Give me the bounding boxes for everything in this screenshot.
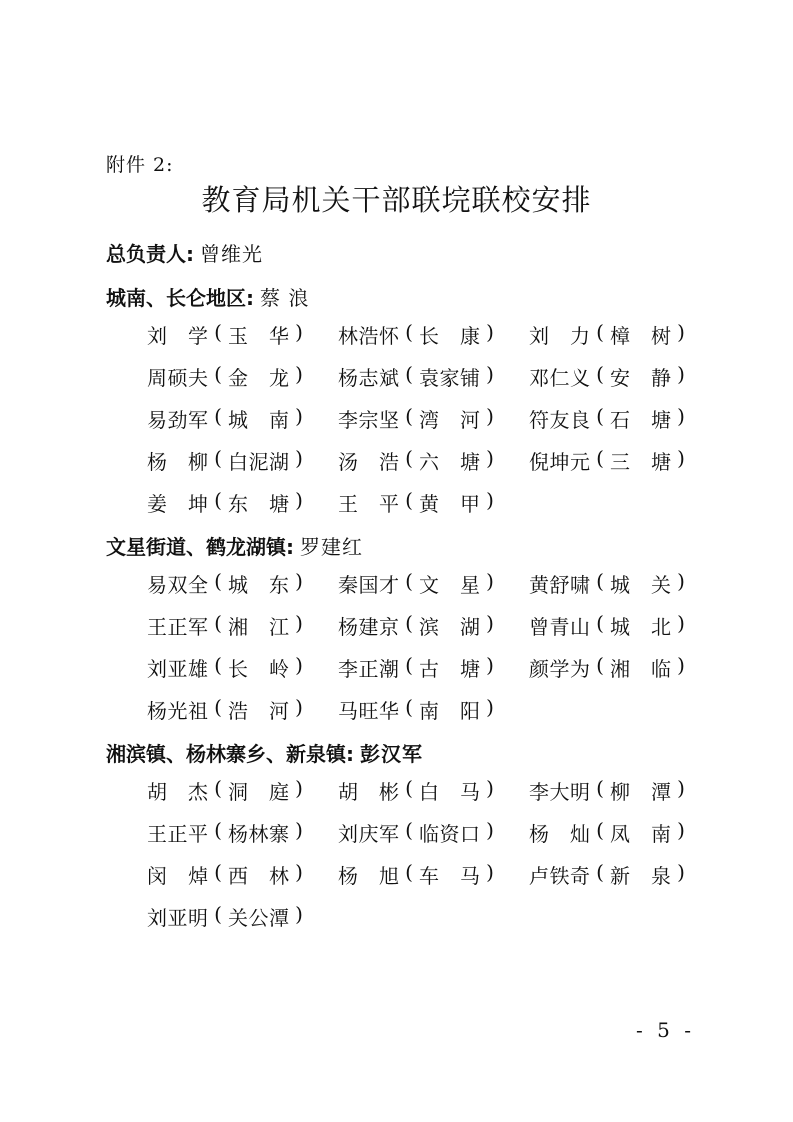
section-heading bbox=[106, 282, 309, 311]
assignment-entry bbox=[338, 446, 529, 475]
open-paren: ( bbox=[214, 694, 222, 719]
section-leader: 彭汉军 bbox=[360, 742, 423, 766]
school-name: 柳 潭 bbox=[610, 779, 671, 804]
school-name: 文 星 bbox=[419, 572, 480, 597]
assignment-entry bbox=[529, 446, 692, 475]
close-paren: ) bbox=[295, 361, 303, 386]
close-paren: ) bbox=[486, 652, 494, 677]
staff-name: 王 正 军 bbox=[147, 614, 208, 639]
school-name: 古 塘 bbox=[419, 656, 480, 681]
school-name: 西 林 bbox=[228, 863, 289, 888]
close-paren: ) bbox=[295, 817, 303, 842]
staff-name: 王 正 平 bbox=[147, 821, 208, 846]
assignment-entry bbox=[338, 404, 529, 433]
close-paren: ) bbox=[486, 859, 494, 884]
school-name: 六 塘 bbox=[419, 449, 480, 474]
open-paren: ( bbox=[214, 568, 222, 593]
close-paren: ) bbox=[677, 652, 685, 677]
close-paren: ) bbox=[295, 319, 303, 344]
open-paren: ( bbox=[405, 361, 413, 386]
staff-name: 杨 光 祖 bbox=[147, 698, 208, 723]
school-name: 白 泥 湖 bbox=[228, 449, 289, 474]
assignment-entry bbox=[147, 695, 338, 724]
open-paren: ( bbox=[405, 403, 413, 428]
school-name: 城 南 bbox=[228, 407, 289, 432]
staff-name: 胡 杰 bbox=[147, 779, 208, 804]
section-leader: 曾维光 bbox=[200, 242, 263, 266]
staff-name: 李 正 潮 bbox=[338, 656, 399, 681]
assignment-entry bbox=[338, 860, 529, 889]
close-paren: ) bbox=[677, 859, 685, 884]
open-paren: ( bbox=[405, 694, 413, 719]
document-title: 教育局机关干部联垸联校安排 bbox=[201, 183, 592, 217]
section-heading bbox=[106, 531, 363, 560]
staff-name: 马 旺 华 bbox=[338, 698, 399, 723]
open-paren: ( bbox=[596, 817, 604, 842]
staff-name: 杨 志 斌 bbox=[338, 365, 399, 390]
close-paren: ) bbox=[295, 445, 303, 470]
staff-name: 李 宗 坚 bbox=[338, 407, 399, 432]
close-paren: ) bbox=[486, 775, 494, 800]
close-paren: ) bbox=[677, 568, 685, 593]
open-paren: ( bbox=[214, 859, 222, 884]
staff-name: 刘 亚 明 bbox=[147, 905, 208, 930]
assignment-row bbox=[147, 769, 692, 811]
assignment-entry bbox=[529, 569, 692, 598]
staff-name: 符 友 良 bbox=[529, 407, 590, 432]
open-paren: ( bbox=[405, 859, 413, 884]
assignment-row bbox=[147, 397, 692, 439]
close-paren: ) bbox=[486, 361, 494, 386]
assignment-entry bbox=[529, 860, 692, 889]
staff-name: 林 浩 怀 bbox=[338, 323, 399, 348]
school-name: 城 北 bbox=[610, 614, 671, 639]
school-name: 东 塘 bbox=[228, 491, 289, 516]
section-label: 总负责人: bbox=[106, 242, 194, 266]
assignment-entry bbox=[147, 446, 338, 475]
staff-name: 汤 浩 bbox=[338, 449, 399, 474]
school-name: 城 东 bbox=[228, 572, 289, 597]
open-paren: ( bbox=[405, 610, 413, 635]
assignment-row bbox=[147, 604, 692, 646]
school-name: 长 康 bbox=[419, 323, 480, 348]
open-paren: ( bbox=[214, 817, 222, 842]
staff-name: 颜 学 为 bbox=[529, 656, 590, 681]
school-name: 袁 家 铺 bbox=[419, 365, 480, 390]
close-paren: ) bbox=[677, 319, 685, 344]
assignment-entry bbox=[529, 653, 692, 682]
staff-name: 曾 青 山 bbox=[529, 614, 590, 639]
close-paren: ) bbox=[295, 652, 303, 677]
open-paren: ( bbox=[405, 487, 413, 512]
section-leader: 蔡 浪 bbox=[260, 286, 310, 310]
open-paren: ( bbox=[405, 652, 413, 677]
staff-name: 刘 学 bbox=[147, 323, 208, 348]
close-paren: ) bbox=[677, 445, 685, 470]
page-number: - 5 - bbox=[636, 1018, 695, 1042]
open-paren: ( bbox=[214, 652, 222, 677]
assignment-grid bbox=[147, 313, 692, 523]
staff-name: 刘 力 bbox=[529, 323, 590, 348]
school-name: 长 岭 bbox=[228, 656, 289, 681]
assignment-entry bbox=[529, 776, 692, 805]
assignment-row bbox=[147, 562, 692, 604]
assignment-entry bbox=[147, 320, 338, 349]
open-paren: ( bbox=[596, 568, 604, 593]
open-paren: ( bbox=[214, 610, 222, 635]
assignment-entry bbox=[338, 776, 529, 805]
open-paren: ( bbox=[214, 319, 222, 344]
assignment-entry bbox=[338, 320, 529, 349]
assignment-entry bbox=[147, 488, 338, 517]
assignment-row bbox=[147, 439, 692, 481]
school-name: 玉 华 bbox=[228, 323, 289, 348]
staff-name: 易 双 全 bbox=[147, 572, 208, 597]
open-paren: ( bbox=[596, 403, 604, 428]
assignment-entry bbox=[147, 362, 338, 391]
open-paren: ( bbox=[214, 901, 222, 926]
staff-name: 姜 坤 bbox=[147, 491, 208, 516]
open-paren: ( bbox=[596, 319, 604, 344]
school-name: 湾 河 bbox=[419, 407, 480, 432]
close-paren: ) bbox=[295, 610, 303, 635]
school-name: 浩 河 bbox=[228, 698, 289, 723]
assignment-row bbox=[147, 481, 692, 523]
staff-name: 黄 舒 啸 bbox=[529, 572, 590, 597]
close-paren: ) bbox=[677, 775, 685, 800]
assignment-row bbox=[147, 895, 692, 937]
close-paren: ) bbox=[677, 610, 685, 635]
assignment-entry bbox=[529, 611, 692, 640]
assignment-grid bbox=[147, 769, 692, 937]
assignment-entry bbox=[529, 320, 692, 349]
open-paren: ( bbox=[405, 817, 413, 842]
close-paren: ) bbox=[295, 487, 303, 512]
school-name: 关 公 潭 bbox=[228, 905, 289, 930]
open-paren: ( bbox=[214, 403, 222, 428]
close-paren: ) bbox=[486, 694, 494, 719]
staff-name: 闵 焯 bbox=[147, 863, 208, 888]
assignment-entry bbox=[147, 860, 338, 889]
assignment-entry bbox=[338, 488, 501, 517]
school-name: 滨 湖 bbox=[419, 614, 480, 639]
assignment-entry bbox=[147, 653, 338, 682]
close-paren: ) bbox=[295, 403, 303, 428]
close-paren: ) bbox=[295, 901, 303, 926]
close-paren: ) bbox=[295, 775, 303, 800]
school-name: 三 塘 bbox=[610, 449, 671, 474]
open-paren: ( bbox=[596, 610, 604, 635]
school-name: 新 泉 bbox=[610, 863, 671, 888]
assignment-entry bbox=[529, 362, 692, 391]
staff-name: 王 平 bbox=[338, 491, 399, 516]
staff-name: 杨 灿 bbox=[529, 821, 590, 846]
assignment-row bbox=[147, 313, 692, 355]
assignment-entry bbox=[147, 569, 338, 598]
section-label: 城南、长仑地区: bbox=[106, 286, 254, 310]
staff-name: 周 硕 夫 bbox=[147, 365, 208, 390]
open-paren: ( bbox=[596, 652, 604, 677]
open-paren: ( bbox=[596, 445, 604, 470]
assignment-entry bbox=[338, 569, 529, 598]
section-leader: 罗建红 bbox=[300, 535, 363, 559]
staff-name: 胡 彬 bbox=[338, 779, 399, 804]
assignment-entry bbox=[147, 404, 338, 433]
school-name: 杨 林 寨 bbox=[228, 821, 289, 846]
open-paren: ( bbox=[214, 361, 222, 386]
staff-name: 邓 仁 义 bbox=[529, 365, 590, 390]
staff-name: 卢 铁 奇 bbox=[529, 863, 590, 888]
staff-name: 易 劲 军 bbox=[147, 407, 208, 432]
open-paren: ( bbox=[405, 568, 413, 593]
close-paren: ) bbox=[486, 319, 494, 344]
school-name: 湘 临 bbox=[610, 656, 671, 681]
staff-name: 倪 坤 元 bbox=[529, 449, 590, 474]
close-paren: ) bbox=[295, 859, 303, 884]
open-paren: ( bbox=[214, 445, 222, 470]
assignment-entry bbox=[338, 653, 529, 682]
close-paren: ) bbox=[486, 403, 494, 428]
assignment-row bbox=[147, 688, 692, 730]
close-paren: ) bbox=[295, 694, 303, 719]
section-heading bbox=[106, 238, 263, 267]
close-paren: ) bbox=[295, 568, 303, 593]
open-paren: ( bbox=[596, 859, 604, 884]
close-paren: ) bbox=[486, 817, 494, 842]
assignment-grid bbox=[147, 562, 692, 730]
assignment-entry bbox=[338, 695, 501, 724]
open-paren: ( bbox=[405, 445, 413, 470]
open-paren: ( bbox=[405, 775, 413, 800]
staff-name: 秦 国 才 bbox=[338, 572, 399, 597]
assignment-entry bbox=[529, 818, 692, 847]
assignment-entry bbox=[338, 611, 529, 640]
assignment-row bbox=[147, 355, 692, 397]
open-paren: ( bbox=[596, 775, 604, 800]
school-name: 樟 树 bbox=[610, 323, 671, 348]
school-name: 石 塘 bbox=[610, 407, 671, 432]
school-name: 湘 江 bbox=[228, 614, 289, 639]
school-name: 城 关 bbox=[610, 572, 671, 597]
assignment-row bbox=[147, 811, 692, 853]
open-paren: ( bbox=[214, 487, 222, 512]
staff-name: 杨 柳 bbox=[147, 449, 208, 474]
staff-name: 刘 庆 军 bbox=[338, 821, 399, 846]
school-name: 车 马 bbox=[419, 863, 480, 888]
staff-name: 杨 建 京 bbox=[338, 614, 399, 639]
assignment-entry bbox=[147, 776, 338, 805]
open-paren: ( bbox=[405, 319, 413, 344]
school-name: 洞 庭 bbox=[228, 779, 289, 804]
attachment-label: 附件 2: bbox=[106, 154, 174, 176]
close-paren: ) bbox=[486, 610, 494, 635]
close-paren: ) bbox=[677, 361, 685, 386]
staff-name: 杨 旭 bbox=[338, 863, 399, 888]
close-paren: ) bbox=[486, 445, 494, 470]
assignment-row bbox=[147, 853, 692, 895]
school-name: 白 马 bbox=[419, 779, 480, 804]
open-paren: ( bbox=[596, 361, 604, 386]
close-paren: ) bbox=[486, 487, 494, 512]
school-name: 凤 南 bbox=[610, 821, 671, 846]
assignment-entry bbox=[338, 818, 529, 847]
open-paren: ( bbox=[214, 775, 222, 800]
assignment-row bbox=[147, 646, 692, 688]
close-paren: ) bbox=[677, 817, 685, 842]
staff-name: 刘 亚 雄 bbox=[147, 656, 208, 681]
assignment-entry bbox=[529, 404, 692, 433]
staff-name: 李 大 明 bbox=[529, 779, 590, 804]
section-label: 文星街道、鹤龙湖镇: bbox=[106, 535, 294, 559]
school-name: 南 阳 bbox=[419, 698, 480, 723]
assignment-entry bbox=[147, 902, 310, 931]
school-name: 金 龙 bbox=[228, 365, 289, 390]
section-heading bbox=[106, 738, 423, 767]
close-paren: ) bbox=[486, 568, 494, 593]
school-name: 安 静 bbox=[610, 365, 671, 390]
assignment-entry bbox=[147, 611, 338, 640]
school-name: 黄 甲 bbox=[419, 491, 480, 516]
assignment-entry bbox=[338, 362, 529, 391]
section-label: 湘滨镇、杨林寨乡、新泉镇: bbox=[106, 742, 354, 766]
school-name: 临 资 口 bbox=[419, 821, 480, 846]
assignment-entry bbox=[147, 818, 338, 847]
close-paren: ) bbox=[677, 403, 685, 428]
